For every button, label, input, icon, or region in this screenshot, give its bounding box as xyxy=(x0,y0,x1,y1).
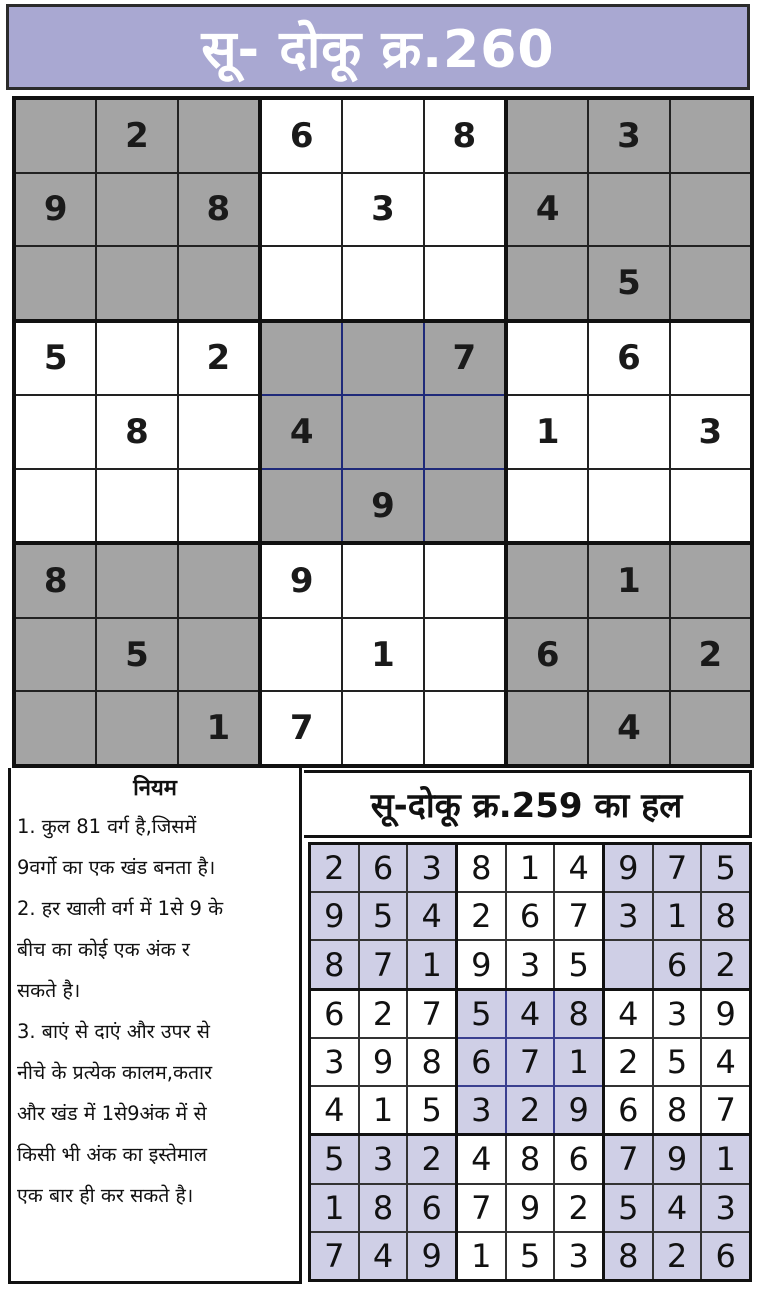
puzzle-cell xyxy=(262,470,341,542)
rules-line: 2. हर खाली वर्ग में 1से 9 के xyxy=(17,897,224,920)
solution-cell: 3 xyxy=(654,991,701,1037)
solution-cell: 1 xyxy=(360,1087,407,1133)
solution-box xyxy=(458,845,602,988)
solution-cell: 7 xyxy=(555,893,602,939)
solution-cell: 5 xyxy=(458,991,505,1037)
solution-cell: 9 xyxy=(555,1087,602,1133)
puzzle-cell xyxy=(671,692,750,764)
puzzle-cell xyxy=(262,323,341,395)
puzzle-box xyxy=(508,323,750,542)
solution-cell: 3 xyxy=(408,845,455,891)
solution-cell: 5 xyxy=(702,845,749,891)
puzzle-box xyxy=(16,323,258,542)
solution-cell: 3 xyxy=(605,893,652,939)
puzzle-cell xyxy=(425,470,504,542)
solution-cell: 1 xyxy=(507,845,554,891)
puzzle-cell xyxy=(97,692,176,764)
puzzle-cell xyxy=(16,396,95,468)
solution-cell: 9 xyxy=(654,1136,701,1182)
puzzle-box xyxy=(262,100,504,319)
solution-cell: 7 xyxy=(605,1136,652,1182)
puzzle-cell: 2 xyxy=(179,323,258,395)
puzzle-cell: 8 xyxy=(179,174,258,246)
puzzle-cell xyxy=(179,545,258,617)
solution-cell: 2 xyxy=(654,1233,701,1279)
puzzle-title: सू- दोकू क्र.260 xyxy=(201,19,555,80)
solution-cell: 6 xyxy=(408,1185,455,1231)
puzzle-box xyxy=(508,545,750,764)
puzzle-cell: 8 xyxy=(97,396,176,468)
puzzle-cell xyxy=(97,545,176,617)
solution-cell: 2 xyxy=(360,991,407,1037)
puzzle-cell: 1 xyxy=(343,619,422,691)
puzzle-cell xyxy=(179,100,258,172)
puzzle-cell xyxy=(343,247,422,319)
solution-cell: 8 xyxy=(408,1039,455,1085)
puzzle-cell xyxy=(671,323,750,395)
puzzle-cell xyxy=(425,174,504,246)
puzzle-cell: 7 xyxy=(425,323,504,395)
solution-cell xyxy=(605,941,652,987)
solution-cell: 7 xyxy=(408,991,455,1037)
solution-cell: 5 xyxy=(311,1136,358,1182)
solution-cell: 6 xyxy=(507,893,554,939)
solution-cell: 6 xyxy=(605,1087,652,1133)
puzzle-cell xyxy=(179,619,258,691)
puzzle-cell xyxy=(671,545,750,617)
puzzle-cell xyxy=(16,470,95,542)
puzzle-cell xyxy=(425,545,504,617)
solution-cell: 3 xyxy=(458,1087,505,1133)
solution-cell: 8 xyxy=(702,893,749,939)
puzzle-cell: 3 xyxy=(671,396,750,468)
puzzle-cell xyxy=(508,470,587,542)
puzzle-cell: 4 xyxy=(508,174,587,246)
solution-cell: 6 xyxy=(555,1136,602,1182)
puzzle-box xyxy=(508,100,750,319)
puzzle-cell: 1 xyxy=(508,396,587,468)
solution-cell: 8 xyxy=(605,1233,652,1279)
solution-cell: 3 xyxy=(360,1136,407,1182)
puzzle-cell xyxy=(425,247,504,319)
puzzle-cell: 2 xyxy=(97,100,176,172)
solution-cell: 6 xyxy=(311,991,358,1037)
puzzle-cell xyxy=(179,247,258,319)
solution-cell: 3 xyxy=(555,1233,602,1279)
solution-cell: 1 xyxy=(311,1185,358,1231)
puzzle-cell: 5 xyxy=(589,247,668,319)
rules-line: सकते है। xyxy=(17,979,81,1002)
puzzle-cell: 3 xyxy=(589,100,668,172)
solution-cell: 1 xyxy=(555,1039,602,1085)
rules-line: 1. कुल 81 वर्ग है,जिसमें xyxy=(17,815,197,838)
solution-cell: 2 xyxy=(311,845,358,891)
solution-cell: 8 xyxy=(654,1087,701,1133)
puzzle-cell: 9 xyxy=(262,545,341,617)
solution-cell: 8 xyxy=(360,1185,407,1231)
puzzle-cell xyxy=(16,100,95,172)
puzzle-cell: 2 xyxy=(671,619,750,691)
puzzle-cell xyxy=(508,323,587,395)
puzzle-cell: 8 xyxy=(425,100,504,172)
puzzle-cell xyxy=(179,396,258,468)
solution-cell: 9 xyxy=(458,941,505,987)
puzzle-cell xyxy=(343,323,422,395)
puzzle-cell: 6 xyxy=(589,323,668,395)
puzzle-cell xyxy=(262,619,341,691)
solution-cell: 9 xyxy=(507,1185,554,1231)
puzzle-cell: 9 xyxy=(343,470,422,542)
puzzle-cell xyxy=(97,174,176,246)
solution-cell: 5 xyxy=(555,941,602,987)
puzzle-cell xyxy=(589,470,668,542)
solution-cell: 6 xyxy=(458,1039,505,1085)
solution-cell: 7 xyxy=(311,1233,358,1279)
rules-line: नीचे के प्रत्येक कालम,कतार xyxy=(17,1061,213,1084)
puzzle-cell: 8 xyxy=(16,545,95,617)
solution-cell: 5 xyxy=(360,893,407,939)
solution-cell: 4 xyxy=(702,1039,749,1085)
puzzle-cell xyxy=(97,323,176,395)
puzzle-cell: 6 xyxy=(262,100,341,172)
puzzle-cell xyxy=(589,174,668,246)
puzzle-box xyxy=(262,545,504,764)
solution-cell: 1 xyxy=(408,941,455,987)
solution-cell: 1 xyxy=(702,1136,749,1182)
solution-cell: 4 xyxy=(507,991,554,1037)
solution-cell: 4 xyxy=(654,1185,701,1231)
solution-cell: 5 xyxy=(605,1185,652,1231)
rules-line: 3. बाएं से दाएं और उपर से xyxy=(17,1020,210,1043)
puzzle-cell xyxy=(262,247,341,319)
puzzle-cell xyxy=(425,692,504,764)
solution-cell: 9 xyxy=(702,991,749,1037)
solution-cell: 7 xyxy=(458,1185,505,1231)
solution-cell: 9 xyxy=(605,845,652,891)
puzzle-cell xyxy=(508,100,587,172)
solution-cell: 5 xyxy=(408,1087,455,1133)
puzzle-cell: 6 xyxy=(508,619,587,691)
solution-cell: 2 xyxy=(555,1185,602,1231)
puzzle-cell: 9 xyxy=(16,174,95,246)
solution-cell: 3 xyxy=(311,1039,358,1085)
puzzle-cell: 1 xyxy=(179,692,258,764)
puzzle-cell xyxy=(343,396,422,468)
solution-cell: 8 xyxy=(555,991,602,1037)
solution-box xyxy=(605,845,749,988)
rules-line: एक बार ही कर सकते है। xyxy=(17,1184,194,1207)
rules-line: किसी भी अंक का इस्तेमाल xyxy=(17,1143,207,1166)
solution-box xyxy=(311,991,455,1134)
rules-line: और खंड में 1से9अंक में से xyxy=(17,1102,207,1125)
solution-cell: 3 xyxy=(507,941,554,987)
puzzle-cell xyxy=(97,247,176,319)
solution-cell: 1 xyxy=(654,893,701,939)
solution-cell: 1 xyxy=(458,1233,505,1279)
puzzle-cell xyxy=(508,545,587,617)
puzzle-cell xyxy=(97,470,176,542)
solution-cell: 2 xyxy=(408,1136,455,1182)
solution-cell: 8 xyxy=(311,941,358,987)
solution-cell: 4 xyxy=(555,845,602,891)
puzzle-cell xyxy=(508,692,587,764)
puzzle-cell xyxy=(589,619,668,691)
puzzle-cell: 3 xyxy=(343,174,422,246)
solution-cell: 4 xyxy=(458,1136,505,1182)
rules-line: बीच का कोई एक अंक र xyxy=(17,938,190,961)
puzzle-cell xyxy=(425,396,504,468)
solution-cell: 6 xyxy=(360,845,407,891)
solution-cell: 3 xyxy=(702,1185,749,1231)
sudoku-puzzle-grid xyxy=(12,96,754,768)
solution-cell: 4 xyxy=(408,893,455,939)
puzzle-cell xyxy=(671,470,750,542)
puzzle-cell xyxy=(16,619,95,691)
puzzle-cell xyxy=(262,174,341,246)
solution-cell: 2 xyxy=(458,893,505,939)
solution-cell: 7 xyxy=(702,1087,749,1133)
solution-box xyxy=(458,1136,602,1279)
puzzle-box xyxy=(16,100,258,319)
solution-cell: 2 xyxy=(507,1087,554,1133)
solution-cell: 8 xyxy=(458,845,505,891)
solution-cell: 4 xyxy=(360,1233,407,1279)
solution-title: सू-दोकू क्र.259 का हल xyxy=(370,786,683,826)
puzzle-cell xyxy=(425,619,504,691)
rules-line: 9वर्गो का एक खंड बनता है। xyxy=(17,856,216,879)
solution-cell: 8 xyxy=(507,1136,554,1182)
solution-box xyxy=(311,845,455,988)
solution-box xyxy=(605,991,749,1134)
puzzle-cell xyxy=(16,247,95,319)
solution-cell: 6 xyxy=(702,1233,749,1279)
puzzle-cell xyxy=(343,692,422,764)
solution-cell: 4 xyxy=(605,991,652,1037)
puzzle-box xyxy=(16,545,258,764)
sudoku-solution-grid xyxy=(308,842,752,1282)
puzzle-cell: 5 xyxy=(97,619,176,691)
puzzle-cell: 4 xyxy=(262,396,341,468)
solution-cell: 4 xyxy=(311,1087,358,1133)
solution-cell: 9 xyxy=(360,1039,407,1085)
rules-panel xyxy=(8,768,302,1284)
solution-box xyxy=(605,1136,749,1279)
puzzle-cell: 7 xyxy=(262,692,341,764)
puzzle-cell xyxy=(16,692,95,764)
solution-box xyxy=(311,1136,455,1279)
solution-cell: 7 xyxy=(654,845,701,891)
rules-heading: नियम xyxy=(133,776,177,801)
puzzle-cell xyxy=(343,545,422,617)
puzzle-cell: 4 xyxy=(589,692,668,764)
solution-cell: 2 xyxy=(702,941,749,987)
solution-cell: 7 xyxy=(360,941,407,987)
solution-cell: 6 xyxy=(654,941,701,987)
solution-cell: 2 xyxy=(605,1039,652,1085)
puzzle-cell: 1 xyxy=(589,545,668,617)
puzzle-cell xyxy=(343,100,422,172)
solution-cell: 7 xyxy=(507,1039,554,1085)
solution-box xyxy=(458,991,602,1134)
puzzle-cell xyxy=(671,174,750,246)
solution-cell: 9 xyxy=(311,893,358,939)
puzzle-cell: 5 xyxy=(16,323,95,395)
puzzle-cell xyxy=(671,100,750,172)
solution-cell: 5 xyxy=(507,1233,554,1279)
puzzle-title-banner xyxy=(6,4,750,90)
puzzle-cell xyxy=(671,247,750,319)
solution-cell: 5 xyxy=(654,1039,701,1085)
puzzle-box xyxy=(262,323,504,542)
solution-cell: 9 xyxy=(408,1233,455,1279)
puzzle-cell xyxy=(179,470,258,542)
puzzle-cell xyxy=(508,247,587,319)
puzzle-cell xyxy=(589,396,668,468)
solution-title-box xyxy=(304,770,752,838)
